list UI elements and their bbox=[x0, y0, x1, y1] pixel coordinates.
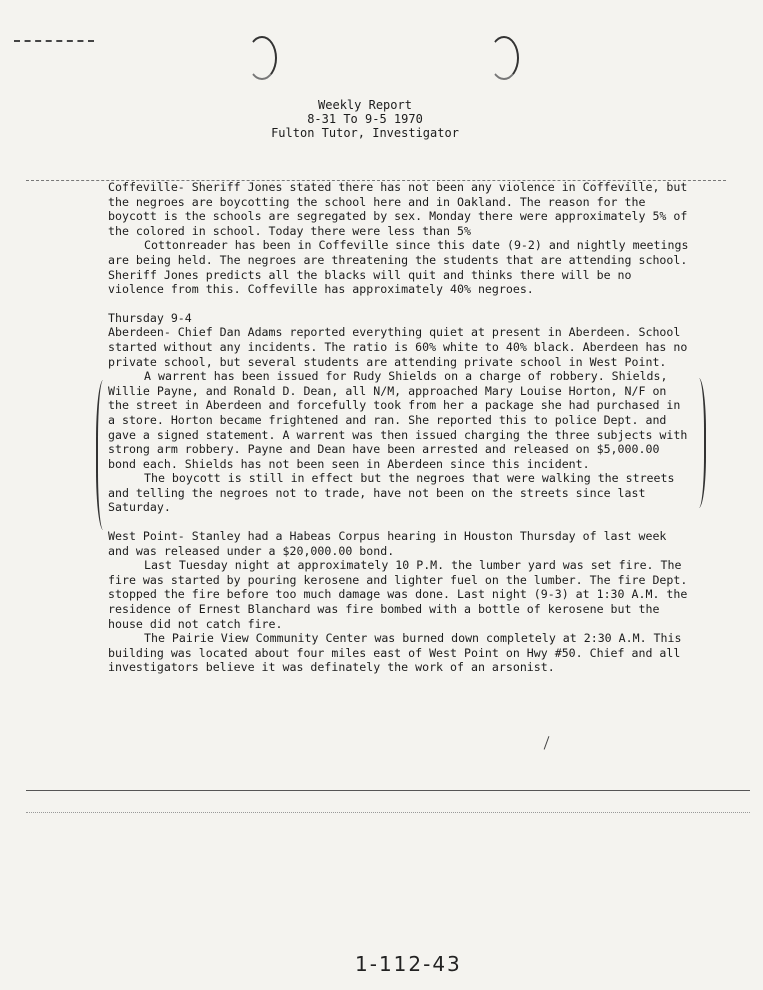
paragraph: West Point- Stanley had a Habeas Corpus hearing in Houston Thursday of last week and was released under a $20,000.00 bond. bbox=[108, 529, 667, 558]
paragraph: Last Tuesday night at approximately 10 P.M. the lumber yard was set fire. The fire was started by pouring kerosene and lighter fuel on the lumber. The fire Dept. stopped the fire before too much damage was done. Last night (9-3) at 1:30 A.M. the residence of Ernest Blanchard was fire bombed with a bottle of kerosene but the house did not catch fire. bbox=[108, 558, 688, 631]
paragraph: Coffeville- Sheriff Jones stated there has not been any violence in Coffeville, but the negroes are boycotting the school here and in Oakland. The reason for the boycott is the schools are segregated by sex. Monday there were approximately 5% of the colored in school. Today there were less than 5% bbox=[108, 180, 688, 238]
paragraph: Cottonreader has been in Coffeville since this date (9-2) and nightly meetings are being held. The negroes are threatening the students that are attending school. Sheriff Jones predicts all the blacks will quit and thinks there will be no violence from this. Coffeville has approximately 40% negroes. bbox=[108, 238, 689, 297]
section-aberdeen bbox=[108, 311, 690, 515]
section-west-point bbox=[108, 529, 690, 675]
footer-divider bbox=[26, 790, 750, 791]
margin-bracket-left bbox=[96, 380, 114, 530]
section-coffeville bbox=[108, 180, 690, 297]
report-date-range: 8-31 To 9-5 1970 bbox=[307, 112, 423, 126]
report-body bbox=[108, 180, 690, 675]
margin-bracket-right bbox=[688, 378, 706, 508]
report-title: Weekly Report bbox=[318, 98, 412, 112]
paragraph: A warrent has been issued for Rudy Shields on a charge of robbery. Shields, Willie Payne, and Ronald D. Dean, all N/M, approached Mary Louise Horton, N/F on the street in Aberdeen and forcefully took from her a package she had purchased in a store. Horton became frightened and ran. She reported this to police Dept. and gave a signed statement. A warrent was then issued charging the three subjects with strong arm robbery. Payne and Dean have been arrested and released on $5,000.00 bond each. Shields has not been seen in Aberdeen since this incident. bbox=[108, 369, 688, 471]
document-number: 1-112-43 bbox=[355, 952, 462, 976]
report-header bbox=[200, 98, 530, 140]
paragraph: Aberdeen- Chief Dan Adams reported everything quiet at present in Aberdeen. School started without any incidents. The ratio is 60% white to 40% black. Aberdeen has no private school, but several students are attending private school in West Point. bbox=[108, 325, 688, 369]
section-date: Thursday 9-4 bbox=[108, 310, 192, 325]
punch-hole-left bbox=[247, 36, 277, 80]
paragraph: The Pairie View Community Center was burned down completely at 2:30 A.M. This building was located about four miles east of West Point on Hwy #50. Chief and all investigators believe it was definately the work of an arsonist. bbox=[108, 631, 682, 675]
paragraph: The boycott is still in effect but the negroes that were walking the streets and telling the negroes not to trade, have not been on the streets since last Saturday. bbox=[108, 471, 675, 515]
punch-hole-right bbox=[489, 36, 519, 80]
footer-divider-faint bbox=[26, 812, 750, 813]
stray-mark bbox=[544, 736, 551, 750]
report-author: Fulton Tutor, Investigator bbox=[271, 126, 459, 140]
margin-mark bbox=[14, 40, 94, 45]
